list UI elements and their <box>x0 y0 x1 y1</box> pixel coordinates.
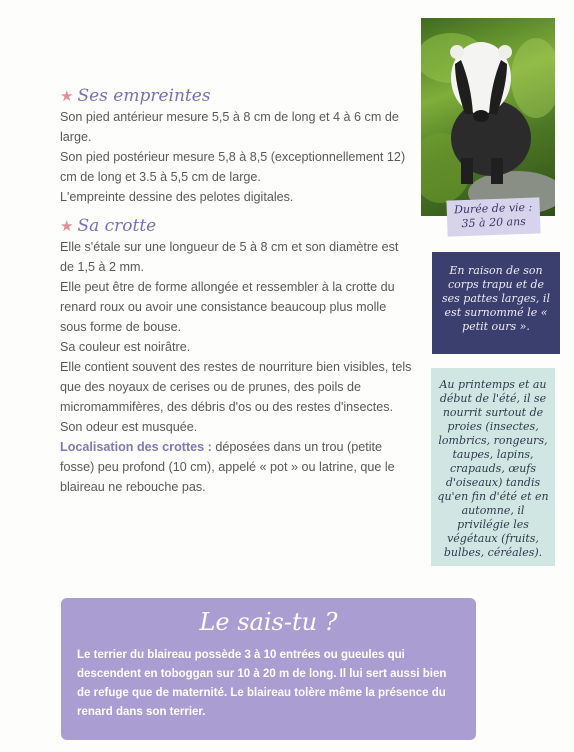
droppings-heading <box>60 216 156 236</box>
lifespan-note <box>446 197 540 236</box>
location-label: Localisation des crottes : <box>60 440 212 454</box>
droppings-line: Elle contient souvent des restes de nourriture bien visibles, tels que des noyaux de cerises ou de prunes, des poils de micromammifères, des débris d'os ou des restes d'insectes. <box>60 360 412 414</box>
did-you-know-text: Le terrier du blaireau possède 3 à 10 entrées ou gueules qui descendent en toboggan sur 10 à 20 m de long. Il lui sert aussi bien de refuge que de maternité. Le blaireau tolère même la présence du renard dans son terrier. <box>77 649 447 718</box>
did-you-know-title: Le sais-tu ? <box>199 608 338 636</box>
nickname-text: En raison de son corps trapu et de ses pattes larges, il est surnommé le « petit ours ». <box>442 264 550 333</box>
star-icon: ★ <box>60 87 74 105</box>
badger-illustration <box>421 18 555 216</box>
badger-photo <box>421 18 555 216</box>
diet-note <box>431 368 555 566</box>
droppings-line: Son odeur est musquée. <box>60 420 198 434</box>
droppings-text <box>60 237 412 497</box>
droppings-heading-text: Sa crotte <box>77 216 157 236</box>
droppings-line: Elle peut être de forme allongée et ressembler à la crotte du renard roux ou avoir une consistance beaucoup plus molle sous forme de bouse. <box>60 280 395 334</box>
footprints-heading-text: Ses empreintes <box>77 86 211 106</box>
star-icon: ★ <box>60 217 74 235</box>
footprints-line: L'empreinte dessine des pelotes digitales. <box>60 190 294 204</box>
droppings-line: Sa couleur est noirâtre. <box>60 340 191 354</box>
footprints-text <box>60 107 412 207</box>
footprints-heading <box>60 86 211 106</box>
footprints-line: Son pied postérieur mesure 5,8 à 8,5 (exceptionnellement 12) cm de long et 3.5 à 5,5 cm de large. <box>60 150 406 184</box>
diet-text: Au printemps et au début de l'été, il se nourrit surtout de proies (insectes, lombrics, rongeurs, taupes, lapins, crapauds, œufs d'oiseaux) tandis qu'en fin d'été et en automne, il privilégie les végétaux (fruits, bulbes, céréales). <box>437 378 549 559</box>
droppings-line: Elle s'étale sur une longueur de 5 à 8 cm et son diamètre est de 1,5 à 2 mm. <box>60 240 399 274</box>
did-you-know-box <box>61 598 476 740</box>
footprints-line: Son pied antérieur mesure 5,5 à 8 cm de long et 4 à 6 cm de large. <box>60 110 399 144</box>
nickname-note <box>432 252 560 354</box>
location-text: déposées dans un trou (petite fosse) peu profond (10 cm), appelé « pot » ou latrine, que le blaireau ne rebouche pas. <box>60 440 395 494</box>
location-paragraph <box>60 437 412 497</box>
lifespan-text: Durée de vie : 35 à 20 ans <box>453 200 533 231</box>
